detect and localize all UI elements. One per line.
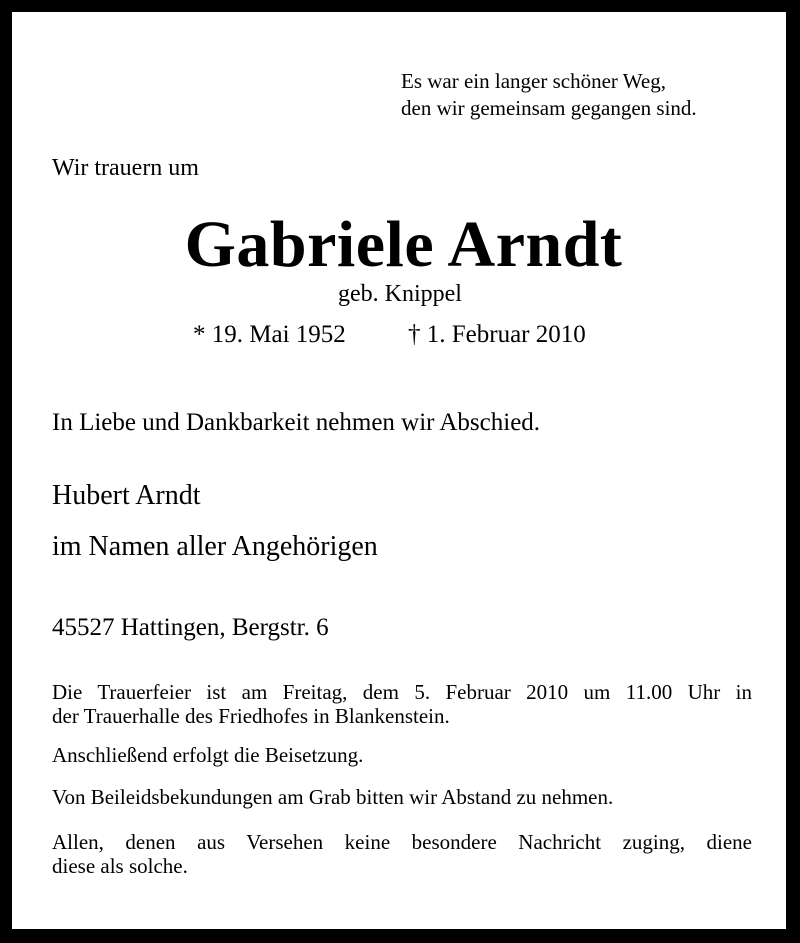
birth-date: * 19. Mai 1952	[193, 321, 346, 348]
address: 45527 Hattingen, Bergstr. 6	[52, 614, 329, 641]
motto-line-2: den wir gemeinsam gegangen sind.	[401, 96, 697, 120]
motto-line-1: Es war ein langer schöner Weg,	[401, 69, 666, 93]
closing-note	[52, 830, 752, 878]
closing-line-2: diese als solche.	[52, 854, 188, 878]
condolences-info: Von Beileidsbekundungen am Grab bitten wir Abstand zu nehmen.	[52, 785, 614, 809]
closing-line-1: Allen, denen aus Versehen keine besondere Nachricht zuging, diene	[52, 830, 752, 854]
funeral-info	[52, 680, 752, 728]
signer-name: Hubert Arndt	[52, 480, 201, 511]
funeral-line-1: Die Trauerfeier ist am Freitag, dem 5. Februar 2010 um 11.00 Uhr in	[52, 680, 752, 704]
intro-text: Wir trauern um	[52, 155, 199, 181]
motto-verse	[401, 68, 761, 122]
burial-info: Anschließend erfolgt die Beisetzung.	[52, 743, 364, 767]
signer-subtitle: im Namen aller Angehörigen	[52, 531, 378, 562]
maiden-name: geb. Knippel	[338, 281, 462, 307]
funeral-line-2: der Trauerhalle des Friedhofes in Blankenstein.	[52, 704, 450, 728]
deceased-name: Gabriele Arndt	[184, 208, 623, 281]
farewell-text: In Liebe und Dankbarkeit nehmen wir Abschied.	[52, 409, 541, 436]
death-date: † 1. Februar 2010	[408, 321, 586, 348]
